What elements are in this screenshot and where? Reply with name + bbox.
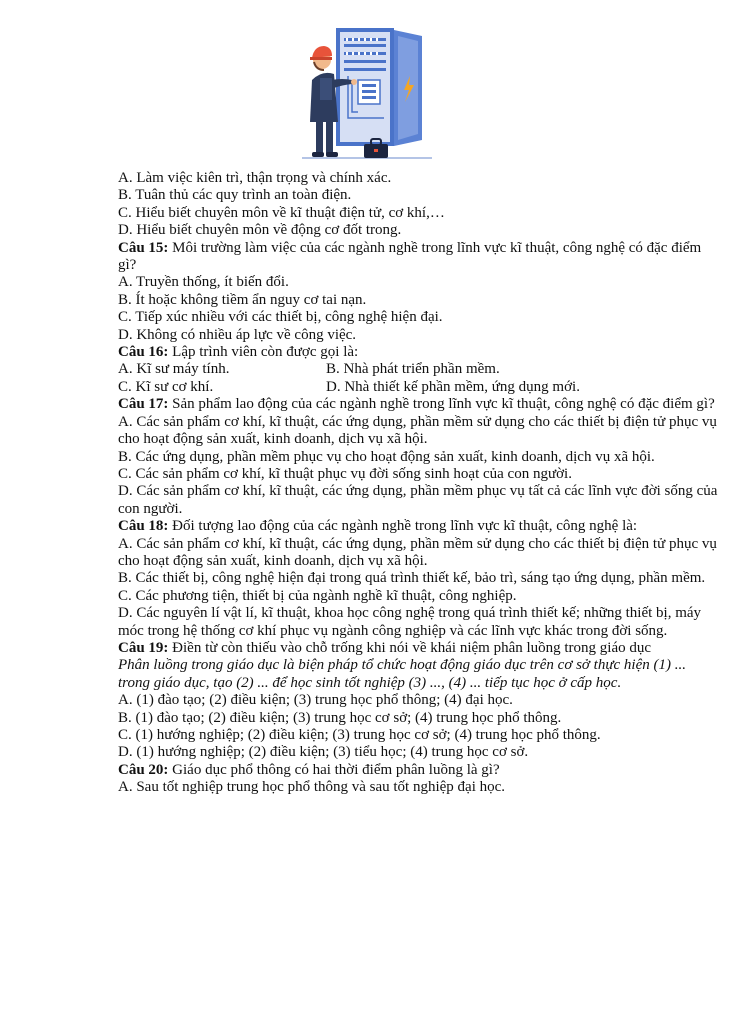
option-line: D. Hiểu biết chuyên môn về động cơ đốt trong. <box>118 222 402 239</box>
option-line: C. Tiếp xúc nhiều với các thiết bị, công nghệ hiện đại. <box>118 309 443 326</box>
question-text: Đối tượng lao động của các ngành nghề trong lĩnh vực kĩ thuật, công nghệ là: <box>168 518 638 535</box>
option-line: A. (1) đào tạo; (2) điều kiện; (3) trung học phổ thông; (4) đại học. <box>118 692 513 709</box>
option-line: A. Làm việc kiên trì, thận trọng và chính xác. <box>118 170 392 186</box>
option-b: B. Nhà phát triển phần mềm. <box>326 361 500 378</box>
option-line: B. Các ứng dụng, phần mềm phục vụ cho hoạt động sản xuất, kinh doanh, dịch vụ xã hội. <box>118 448 655 465</box>
option-line: A. Truyền thống, ít biến đổi. <box>118 274 289 291</box>
option-c: C. Kĩ sư cơ khí. <box>118 378 214 395</box>
question-label: Câu 18: <box>118 518 169 535</box>
option-line: B. Các thiết bị, công nghệ hiện đại trong quá trình thiết kế, bảo trì, sáng tạo ứng dụng, phần mềm. <box>118 570 706 587</box>
question-text: Điền từ còn thiếu vào chỗ trống khi nói về khái niệm phân luồng trong giáo dục <box>168 639 652 656</box>
question-15 <box>118 240 718 275</box>
question-17 <box>118 396 718 413</box>
option-line: C. Các phương tiện, thiết bị của ngành nghề kĩ thuật, công nghiệp. <box>118 587 517 604</box>
quiz-document <box>118 170 718 797</box>
question-text: Sản phẩm lao động của các ngành nghề trong lĩnh vực kĩ thuật, công nghệ có đặc điểm gì? <box>168 396 715 413</box>
question-label: Câu 15: <box>118 239 169 256</box>
question-label: Câu 20: <box>118 761 169 778</box>
option-row <box>118 379 718 396</box>
option-line: C. Các sản phẩm cơ khí, kĩ thuật phục vụ đời sống sinh hoạt của con người. <box>118 465 572 482</box>
question-label: Câu 19: <box>118 639 169 656</box>
question-text: Giáo dục phổ thông có hai thời điểm phân luồng là gì? <box>168 761 500 778</box>
option-line: A. Các sản phẩm cơ khí, kĩ thuật, các ứng dụng, phần mềm sử dụng cho các thiết bị điện tử phục vụ cho hoạt động sản xuất, kinh doanh, dịch vụ xã hội. <box>118 535 717 569</box>
question-20 <box>118 762 718 779</box>
option-line: B. (1) đào tạo; (2) điều kiện; (3) trung học cơ sở; (4) trung học phổ thông. <box>118 709 562 726</box>
option-line: C. (1) hướng nghiệp; (2) điều kiện; (3) trung học cơ sở; (4) trung học phổ thông. <box>118 727 601 743</box>
option-line: D. (1) hướng nghiệp; (2) điều kiện; (3) tiểu học; (4) trung học cơ sở. <box>118 744 529 761</box>
option-line: A. Các sản phẩm cơ khí, kĩ thuật, các ứng dụng, phần mềm sử dụng cho các thiết bị điện tử phục vụ cho hoạt động sản xuất, kinh doanh, dịch vụ xã hội. <box>118 413 717 448</box>
option-line: A. Sau tốt nghiệp trung học phổ thông và sau tốt nghiệp đại học. <box>118 779 506 796</box>
question-19 <box>118 640 718 657</box>
electrician-at-control-panel-icon <box>298 22 438 162</box>
option-d: D. Nhà thiết kế phần mềm, ứng dụng mới. <box>326 378 580 395</box>
question-text: Môi trường làm việc của các ngành nghề trong lĩnh vực kĩ thuật, công nghệ có đặc điểm gì? <box>118 239 702 274</box>
option-row <box>118 361 718 378</box>
option-line: B. Tuân thủ các quy trình an toàn điện. <box>118 187 352 204</box>
option-line: B. Ít hoặc không tiềm ẩn nguy cơ tai nạn. <box>118 291 367 308</box>
question-passage: Phân luồng trong giáo dục là biện pháp tổ chức hoạt động giáo dục trên cơ sở thực hiện (1) ... trong giáo dục, tạo (2) ... để học sinh tốt nghiệp (3) ..., (4) ... tiếp tục học ở cấp học. <box>118 657 686 691</box>
option-line: C. Hiểu biết chuyên môn về kĩ thuật điện tử, cơ khí,… <box>118 204 445 221</box>
question-18 <box>118 518 718 535</box>
option-line: D. Không có nhiều áp lực về công việc. <box>118 326 357 343</box>
question-16 <box>118 344 718 361</box>
electrician-illustration <box>298 22 438 162</box>
option-line: D. Các sản phẩm cơ khí, kĩ thuật, các ứng dụng, phần mềm phục vụ tất cả các lĩnh vực đời sống của con người. <box>118 483 718 517</box>
option-line: D. Các nguyên lí vật lí, kĩ thuật, khoa học công nghệ trong quá trình thiết kế; những thiết bị, máy móc trong hệ thống cơ khí phục vụ ngành công nghiệp và các lĩnh vực khác trong đời sống. <box>118 605 702 639</box>
question-text: Lập trình viên còn được gọi là: <box>168 344 359 361</box>
question-label: Câu 17: <box>118 396 169 413</box>
option-a: A. Kĩ sư máy tính. <box>118 361 230 378</box>
question-label: Câu 16: <box>118 344 169 361</box>
